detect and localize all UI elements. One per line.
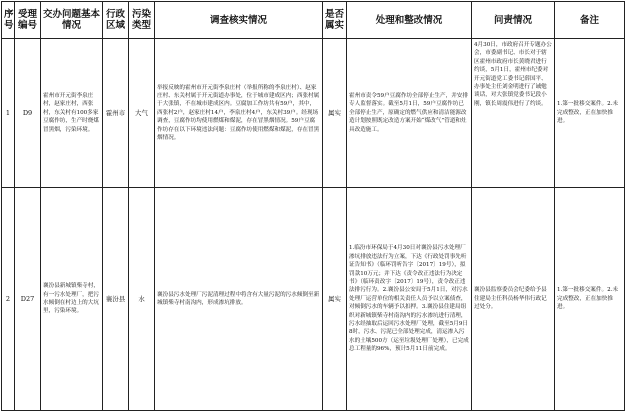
header-region: 行政区域 xyxy=(103,2,129,39)
cell-remarks: 1.第一批移交案件。2.未完成整改，正在加快推进。 xyxy=(555,39,625,188)
inspection-table xyxy=(1,1,625,411)
cell-seq: 1 xyxy=(2,39,15,188)
cell-remarks: 1.第一批移交案件。2.未完成整改，正在加快推进。 xyxy=(555,188,625,411)
cell-handling: 1.临汾市环保局于4月30日对襄汾县污水处理厂渗坑排放违法行为立案，下达《行政处罚事先听证告知书》（临环罚听告字〔2017〕19号），拟罚款10万元；并下达《责令改正违法行为决定书》（临环责改字〔2017〕19号），责令改正违法排污行为。2.襄汾县公安局于5月1日，对污水处理厂运营单位的相关责任人员予以立案侦查，对倾倒污水的车辆予以扣押。3.襄汾县住建局组织对新城镇柴寺村南沟内的污水渗坑进行清理，污水经抽取后运回污水处理厂处理，截至5月9日8时，污水、污泥已全部处理完成，清运渗入污水的土壤500方（运至垃圾处理厂处理），已完成总工程量的96%，预计5月11日前完成。 xyxy=(347,188,472,411)
cell-region: 霍州市 xyxy=(103,39,129,188)
table-row xyxy=(2,188,625,411)
header-seq: 序号 xyxy=(2,2,15,39)
cell-code: D9 xyxy=(15,39,41,188)
header-pollution: 污染类型 xyxy=(129,2,155,39)
header-investigation: 调查核实情况 xyxy=(155,2,323,39)
cell-handling: 霍州市责令59户豆腐作坊全部停止生产，并安排专人监督落实。截至5月1日，59户豆腐作坊已全部停止生产，原确定的燃气供应和清洁能源改造计划按照既定改造方案开始“煤改气”管道和灶具改造施工。 xyxy=(347,39,472,188)
cell-region: 襄汾县 xyxy=(103,188,129,411)
cell-pollution: 大气 xyxy=(129,39,155,188)
header-remarks: 备注 xyxy=(555,2,625,39)
table-row xyxy=(2,39,625,188)
header-handling: 处理和整改情况 xyxy=(347,2,472,39)
cell-issue: 襄汾县新城镇柴寺村，有一污水处理厂，把污水倾倒在村边上的大坑里，污染环境。 xyxy=(41,188,103,411)
cell-pollution: 水 xyxy=(129,188,155,411)
cell-accountability: 襄汾县监察委员会纪委给予县住建局主任科员杨华伟行政记过处分。 xyxy=(472,188,555,411)
cell-code: D27 xyxy=(15,188,41,411)
cell-verified: 属实 xyxy=(323,188,347,411)
cell-investigation: 襄汾县污水处理厂污泥清理过程中将含有大量污泥的污水倾倒至新城镇柴寺村南沟内，形成渗坑排放。 xyxy=(155,188,323,411)
cell-issue: 霍州市开元街李泉庄村，赵家庄村，西张村，东关村有100多家豆腐作坊，生产时烧煤冒黑烟，污染环境。 xyxy=(41,39,103,188)
cell-investigation: 举报反映的霍州市开元街李泉庄村（举报所称的李泉庄村）、赵家庄村、东关村属于开元街道办事处，位于城市建成区内；西张村属于大张镇，不在城市建成区内。豆腐加工作坊共有59户，其中，西张村2户，赵家庄村14户，李泉庄村4户，东关村39户。经现场调查，豆腐作坊均使用燃煤和煤泥，存在冒黑烟情况。59户豆腐作坊存在以下环境违法问题：豆腐作坊使用燃煤和煤泥，存在冒黑烟情况。 xyxy=(155,39,323,188)
header-verified: 是否属实 xyxy=(323,2,347,39)
cell-verified: 属实 xyxy=(323,39,347,188)
header-code: 受理编号 xyxy=(15,2,41,39)
header-accountability: 问责情况 xyxy=(472,2,555,39)
cell-accountability: 4月30日，市政府召开专题办公会，市委副书记、市长对于辖区霍州市政府市长黄晓君进行约谈，5月1日，霍州市纪委对开元街道党工委书记薛国平、办事处主任刘金明进行了诫勉谈话，对大张镇党委书记段小刚，镇长周震伟进行了约谈。 xyxy=(472,39,555,188)
header-issue: 交办问题基本情况 xyxy=(41,2,103,39)
cell-seq: 2 xyxy=(2,188,15,411)
header-row xyxy=(2,2,625,39)
